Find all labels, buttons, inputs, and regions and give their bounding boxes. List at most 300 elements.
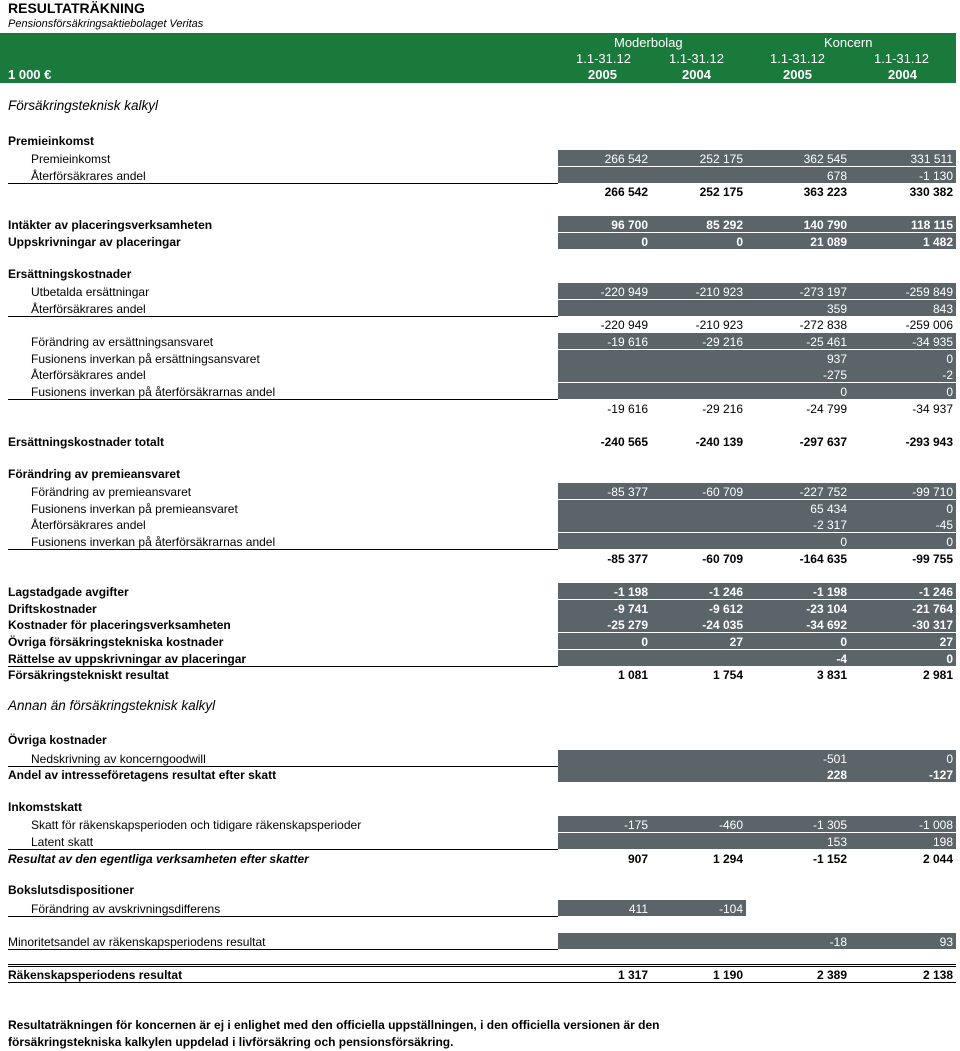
- row-label: Rättelse av uppskrivningar av placeringar: [8, 652, 247, 666]
- value-cell: [850, 433, 956, 449]
- value-cell: [850, 633, 956, 649]
- cell-value: -1 246: [918, 585, 953, 599]
- cell-value: 93: [939, 935, 953, 949]
- cell-value: 198: [932, 835, 953, 849]
- cell-value: -24 799: [806, 402, 847, 416]
- row-label: Driftskostnader: [8, 602, 97, 616]
- row-label: Lagstadgade avgifter: [8, 585, 129, 599]
- cell-value: -18: [829, 935, 847, 949]
- value-cell: [746, 400, 850, 416]
- cell-value: 362 545: [803, 152, 847, 166]
- value-cell: [850, 600, 956, 616]
- row-label: Övriga försäkringstekniska kostnader: [8, 635, 224, 649]
- cell-value: -29 216: [702, 402, 743, 416]
- value-cell: [651, 666, 746, 682]
- table-row: [0, 366, 960, 383]
- cell-value: -259 849: [905, 285, 953, 299]
- cell-value: -60 709: [702, 552, 743, 566]
- subhead-forandring-premieansvaret: Förändring av premieansvaret: [8, 467, 181, 481]
- row-label: Latent skatt: [31, 835, 94, 849]
- table-row: [0, 666, 960, 683]
- cell-value: -99 710: [912, 485, 953, 499]
- row-label: Förändring av avskrivningsdifferens: [31, 902, 221, 916]
- table-row: [0, 750, 960, 767]
- section-technical: Försäkringsteknisk kalkyl: [8, 98, 159, 113]
- value-cell: [558, 516, 651, 532]
- row-label: Återförsäkrares andel: [31, 302, 146, 316]
- cell-value: -29 216: [702, 335, 743, 349]
- column-header-band: [0, 33, 956, 83]
- value-cell: [850, 500, 956, 516]
- cell-value: -1 152: [812, 852, 847, 866]
- value-cell: [850, 167, 956, 183]
- cell-value: -34 937: [912, 402, 953, 416]
- cell-value: 252 175: [699, 152, 743, 166]
- cell-value: 2 389: [816, 968, 847, 982]
- value-cell: [651, 283, 746, 299]
- rule-top-double: [8, 966, 956, 967]
- value-cell: [850, 583, 956, 599]
- header-period-3: 1.1-31.12: [874, 51, 929, 66]
- table-row: [0, 283, 960, 300]
- table-row: [0, 400, 960, 417]
- value-cell: [850, 550, 956, 566]
- value-cell: [651, 350, 746, 366]
- cell-value: -210 923: [695, 318, 743, 332]
- cell-value: -19 616: [607, 335, 648, 349]
- value-cell: [746, 650, 850, 666]
- cell-value: 266 542: [604, 185, 648, 199]
- value-cell: [746, 433, 850, 449]
- value-cell: [651, 400, 746, 416]
- cell-value: 65 434: [810, 502, 847, 516]
- cell-value: -175: [623, 818, 648, 832]
- value-cell: [850, 650, 956, 666]
- value-cell: [850, 766, 956, 782]
- company-name: Pensionsförsäkringsaktiebolaget Veritas: [8, 18, 204, 30]
- value-cell: [746, 966, 850, 982]
- subhead-ersattningskostnader: Ersättningskostnader: [8, 267, 132, 281]
- row-label: Fusionens inverkan på återförsäkrarnas andel: [31, 535, 276, 549]
- value-cell: [850, 516, 956, 532]
- row-label: Återförsäkrares andel: [31, 368, 146, 382]
- value-cell: [850, 333, 956, 349]
- cell-value: -293 943: [905, 435, 953, 449]
- cell-value: 2 138: [922, 968, 953, 982]
- value-cell: [558, 750, 651, 766]
- table-row: [0, 516, 960, 533]
- cell-value: 1 294: [712, 852, 743, 866]
- row-label: Skatt för räkenskapsperioden och tidigare räkenskapsperioder: [31, 818, 362, 832]
- cell-value: 843: [932, 302, 953, 316]
- value-cell: [651, 833, 746, 849]
- header-year-1: 2004: [682, 67, 711, 82]
- cell-value: 0: [946, 352, 953, 366]
- cell-value: -501: [822, 752, 847, 766]
- value-cell: [558, 850, 651, 866]
- value-cell: [558, 216, 651, 232]
- table-row: [0, 383, 960, 400]
- value-cell: [746, 533, 850, 549]
- value-cell: [558, 616, 651, 632]
- row-label: Ersättningskostnader totalt: [8, 435, 165, 449]
- value-cell: [558, 933, 651, 949]
- value-cell: [558, 650, 651, 666]
- rule-top: [8, 964, 956, 965]
- value-cell: [746, 366, 850, 382]
- row-label: Kostnader för placeringsverksamheten: [8, 618, 231, 632]
- value-cell: [850, 750, 956, 766]
- table-row: [0, 533, 960, 550]
- value-cell: [558, 300, 651, 316]
- value-cell: [651, 300, 746, 316]
- table-row: [0, 333, 960, 350]
- table-row: [0, 766, 960, 783]
- value-cell: [558, 366, 651, 382]
- value-cell: [850, 616, 956, 632]
- cell-value: 0: [736, 235, 743, 249]
- cell-value: -273 197: [799, 285, 847, 299]
- table-row: [0, 833, 960, 850]
- header-group-parent: Moderbolag: [614, 35, 683, 50]
- subhead-inkomstskatt: Inkomstskatt: [8, 800, 83, 814]
- value-cell: [850, 666, 956, 682]
- row-underline: [8, 916, 558, 917]
- cell-value: -45: [935, 518, 953, 532]
- value-cell: [746, 833, 850, 849]
- table-row: [0, 433, 960, 450]
- value-cell: [558, 350, 651, 366]
- value-cell: [651, 616, 746, 632]
- table-row: [0, 150, 960, 167]
- value-cell: [746, 633, 850, 649]
- value-cell: [746, 216, 850, 232]
- value-cell: [651, 633, 746, 649]
- value-cell: [746, 150, 850, 166]
- cell-value: -220 949: [600, 285, 648, 299]
- cell-value: -24 035: [702, 618, 743, 632]
- value-cell: [746, 333, 850, 349]
- value-cell: [558, 766, 651, 782]
- value-cell: [850, 400, 956, 416]
- header-year-0: 2005: [588, 67, 617, 82]
- value-cell: [558, 183, 651, 199]
- value-cell: [558, 333, 651, 349]
- cell-value: 359: [826, 302, 847, 316]
- value-cell: [558, 633, 651, 649]
- row-label: Förändring av premieansvaret: [31, 485, 192, 499]
- value-cell: [651, 433, 746, 449]
- table-row: [0, 216, 960, 233]
- table-row: [0, 167, 960, 184]
- cell-value: 21 089: [810, 235, 847, 249]
- value-cell: [850, 183, 956, 199]
- cell-value: 363 223: [803, 185, 847, 199]
- value-cell: [558, 383, 651, 399]
- value-cell: [558, 400, 651, 416]
- table-row: [0, 900, 960, 917]
- table-row: [0, 933, 960, 950]
- cell-value: -19 616: [607, 402, 648, 416]
- cell-value: -25 461: [806, 335, 847, 349]
- cell-value: -1 198: [812, 585, 847, 599]
- value-cell: [651, 600, 746, 616]
- footnote-line-2: försäkringstekniska kalkylen uppdelad i livförsäkring och pensionsförsäkring.: [8, 1035, 454, 1049]
- cell-value: -164 635: [799, 552, 847, 566]
- value-cell: [651, 233, 746, 249]
- value-cell: [558, 283, 651, 299]
- value-cell: [558, 533, 651, 549]
- value-cell: [651, 366, 746, 382]
- row-label: Fusionens inverkan på ersättningsansvaret: [31, 352, 260, 366]
- cell-value: -259 006: [905, 318, 953, 332]
- value-cell: [651, 516, 746, 532]
- cell-value: 85 292: [706, 218, 743, 232]
- value-cell: [651, 150, 746, 166]
- cell-value: 0: [840, 535, 847, 549]
- cell-value: 96 700: [611, 218, 648, 232]
- value-cell: [651, 900, 746, 916]
- subhead-bokslutsdispositioner: Bokslutsdispositioner: [8, 883, 135, 897]
- header-period-1: 1.1-31.12: [669, 51, 724, 66]
- cell-value: -220 949: [600, 318, 648, 332]
- value-cell: [651, 933, 746, 949]
- cell-value: 0: [641, 635, 648, 649]
- cell-value: -25 279: [607, 618, 648, 632]
- value-cell: [746, 766, 850, 782]
- table-row: [0, 183, 960, 200]
- value-cell: [850, 300, 956, 316]
- table-row: [0, 350, 960, 367]
- value-cell: [651, 766, 746, 782]
- cell-value: 1 081: [617, 668, 648, 682]
- value-cell: [850, 150, 956, 166]
- cell-value: 411: [628, 902, 648, 916]
- value-cell: [746, 750, 850, 766]
- footnote: [8, 1017, 659, 1051]
- value-cell: [746, 500, 850, 516]
- value-cell: [651, 216, 746, 232]
- cell-value: -127: [928, 768, 953, 782]
- table-row: [0, 650, 960, 667]
- value-cell: [746, 850, 850, 866]
- cell-value: -21 764: [912, 602, 953, 616]
- cell-value: 0: [946, 385, 953, 399]
- value-cell: [850, 833, 956, 849]
- value-cell: [558, 666, 651, 682]
- cell-value: -30 317: [912, 618, 953, 632]
- cell-value: -60 709: [702, 485, 743, 499]
- header-period-2: 1.1-31.12: [770, 51, 825, 66]
- section-non-technical: Annan än försäkringsteknisk kalkyl: [8, 698, 216, 713]
- cell-value: -85 377: [607, 485, 648, 499]
- value-cell: [746, 933, 850, 949]
- cell-value: 0: [946, 652, 953, 666]
- cell-value: -34 935: [912, 335, 953, 349]
- value-cell: [651, 750, 746, 766]
- value-cell: [850, 233, 956, 249]
- cell-value: -104: [718, 902, 743, 916]
- cell-value: -34 692: [806, 618, 847, 632]
- table-row: [0, 483, 960, 500]
- row-label: Resultat av den egentliga verksamheten efter skatter: [8, 852, 309, 866]
- value-cell: [558, 167, 651, 183]
- value-cell: [850, 850, 956, 866]
- table-row: [0, 233, 960, 250]
- value-cell: [746, 583, 850, 599]
- cell-value: 2 044: [922, 852, 953, 866]
- table-row: [0, 550, 960, 567]
- table-row: [0, 500, 960, 517]
- value-cell: [850, 383, 956, 399]
- value-cell: [746, 167, 850, 183]
- table-row: [0, 316, 960, 333]
- value-cell: [850, 483, 956, 499]
- cell-value: -275: [822, 368, 847, 382]
- statement-title: RESULTATRÄKNING: [8, 0, 145, 16]
- header-year-2: 2005: [783, 67, 812, 82]
- value-cell: [850, 283, 956, 299]
- value-cell: [651, 966, 746, 982]
- value-cell: [746, 350, 850, 366]
- cell-value: 0: [946, 535, 953, 549]
- cell-value: 1 754: [712, 668, 743, 682]
- cell-value: -210 923: [695, 285, 743, 299]
- value-cell: [651, 583, 746, 599]
- row-label: Förändring av ersättningsansvaret: [31, 335, 214, 349]
- cell-value: 1 482: [922, 235, 953, 249]
- subhead-ovriga-kostnader: Övriga kostnader: [8, 733, 107, 747]
- header-year-3: 2004: [888, 67, 917, 82]
- cell-value: -1 130: [918, 169, 953, 183]
- subhead-premieinkomst: Premieinkomst: [8, 134, 95, 148]
- value-cell: [558, 900, 651, 916]
- value-cell: [746, 300, 850, 316]
- value-cell: [746, 316, 850, 332]
- value-cell: [558, 150, 651, 166]
- cell-value: -460: [718, 818, 743, 832]
- value-cell: [850, 366, 956, 382]
- value-cell: [746, 900, 850, 916]
- row-label: Intäkter av placeringsverksamheten: [8, 218, 213, 232]
- cell-value: 3 831: [816, 668, 847, 682]
- cell-value: -23 104: [806, 602, 847, 616]
- value-cell: [850, 900, 956, 916]
- cell-value: -240 139: [695, 435, 743, 449]
- value-cell: [558, 583, 651, 599]
- row-label: Fusionens inverkan på premieansvaret: [31, 502, 238, 516]
- row-label: Nedskrivning av koncerngoodwill: [31, 752, 206, 766]
- value-cell: [651, 316, 746, 332]
- value-cell: [558, 483, 651, 499]
- row-label: Uppskrivningar av placeringar: [8, 235, 181, 249]
- value-cell: [651, 183, 746, 199]
- row-label: Premieinkomst: [31, 152, 111, 166]
- cell-value: -2: [942, 368, 953, 382]
- cell-value: -297 637: [799, 435, 847, 449]
- value-cell: [850, 350, 956, 366]
- cell-value: 0: [641, 235, 648, 249]
- cell-value: 27: [729, 635, 743, 649]
- value-cell: [746, 666, 850, 682]
- value-cell: [850, 816, 956, 832]
- table-row: [0, 966, 960, 983]
- cell-value: 0: [840, 385, 847, 399]
- value-cell: [746, 600, 850, 616]
- cell-value: 0: [946, 502, 953, 516]
- value-cell: [651, 816, 746, 832]
- table-row: [0, 816, 960, 833]
- value-cell: [558, 316, 651, 332]
- value-cell: [850, 933, 956, 949]
- cell-value: 331 511: [910, 152, 953, 166]
- cell-value: -1 246: [708, 585, 743, 599]
- value-cell: [651, 500, 746, 516]
- cell-value: 0: [946, 752, 953, 766]
- cell-value: 0: [840, 635, 847, 649]
- row-label: Fusionens inverkan på återförsäkrarnas andel: [31, 385, 276, 399]
- value-cell: [651, 167, 746, 183]
- cell-value: -85 377: [607, 552, 648, 566]
- cell-value: -1 305: [812, 818, 847, 832]
- value-cell: [746, 233, 850, 249]
- cell-value: -240 565: [600, 435, 648, 449]
- value-cell: [850, 216, 956, 232]
- value-cell: [651, 650, 746, 666]
- row-label: Försäkringstekniskt resultat: [8, 668, 169, 682]
- row-label: Räkenskapsperiodens resultat: [8, 968, 183, 982]
- value-cell: [651, 850, 746, 866]
- cell-value: -2 317: [812, 518, 847, 532]
- value-cell: [558, 966, 651, 982]
- value-cell: [746, 616, 850, 632]
- row-label: Återförsäkrares andel: [31, 518, 146, 532]
- value-cell: [558, 233, 651, 249]
- row-label: Andel av intresseföretagens resultat efter skatt: [8, 768, 277, 782]
- value-cell: [746, 383, 850, 399]
- cell-value: -227 752: [799, 485, 847, 499]
- cell-value: -4: [836, 652, 847, 666]
- value-cell: [850, 966, 956, 982]
- header-group-consolidated: Koncern: [824, 35, 873, 50]
- cell-value: -272 838: [799, 318, 847, 332]
- value-cell: [850, 533, 956, 549]
- row-label: Återförsäkrares andel: [31, 169, 146, 183]
- cell-value: -1 198: [613, 585, 648, 599]
- value-cell: [746, 183, 850, 199]
- cell-value: -9 612: [708, 602, 743, 616]
- row-label: Utbetalda ersättningar: [31, 285, 150, 299]
- cell-value: 907: [627, 852, 648, 866]
- value-cell: [651, 483, 746, 499]
- cell-value: -1 008: [918, 818, 953, 832]
- value-cell: [558, 500, 651, 516]
- cell-value: 140 790: [803, 218, 847, 232]
- value-cell: [746, 483, 850, 499]
- cell-value: 678: [826, 169, 847, 183]
- cell-value: 228: [826, 768, 847, 782]
- value-cell: [746, 550, 850, 566]
- cell-value: 2 981: [922, 668, 953, 682]
- cell-value: -99 755: [912, 552, 953, 566]
- cell-value: 1 190: [712, 968, 743, 982]
- value-cell: [746, 283, 850, 299]
- rule-bottom: [8, 982, 956, 983]
- value-cell: [651, 533, 746, 549]
- cell-value: 252 175: [699, 185, 743, 199]
- cell-value: 330 382: [909, 185, 953, 199]
- value-cell: [651, 550, 746, 566]
